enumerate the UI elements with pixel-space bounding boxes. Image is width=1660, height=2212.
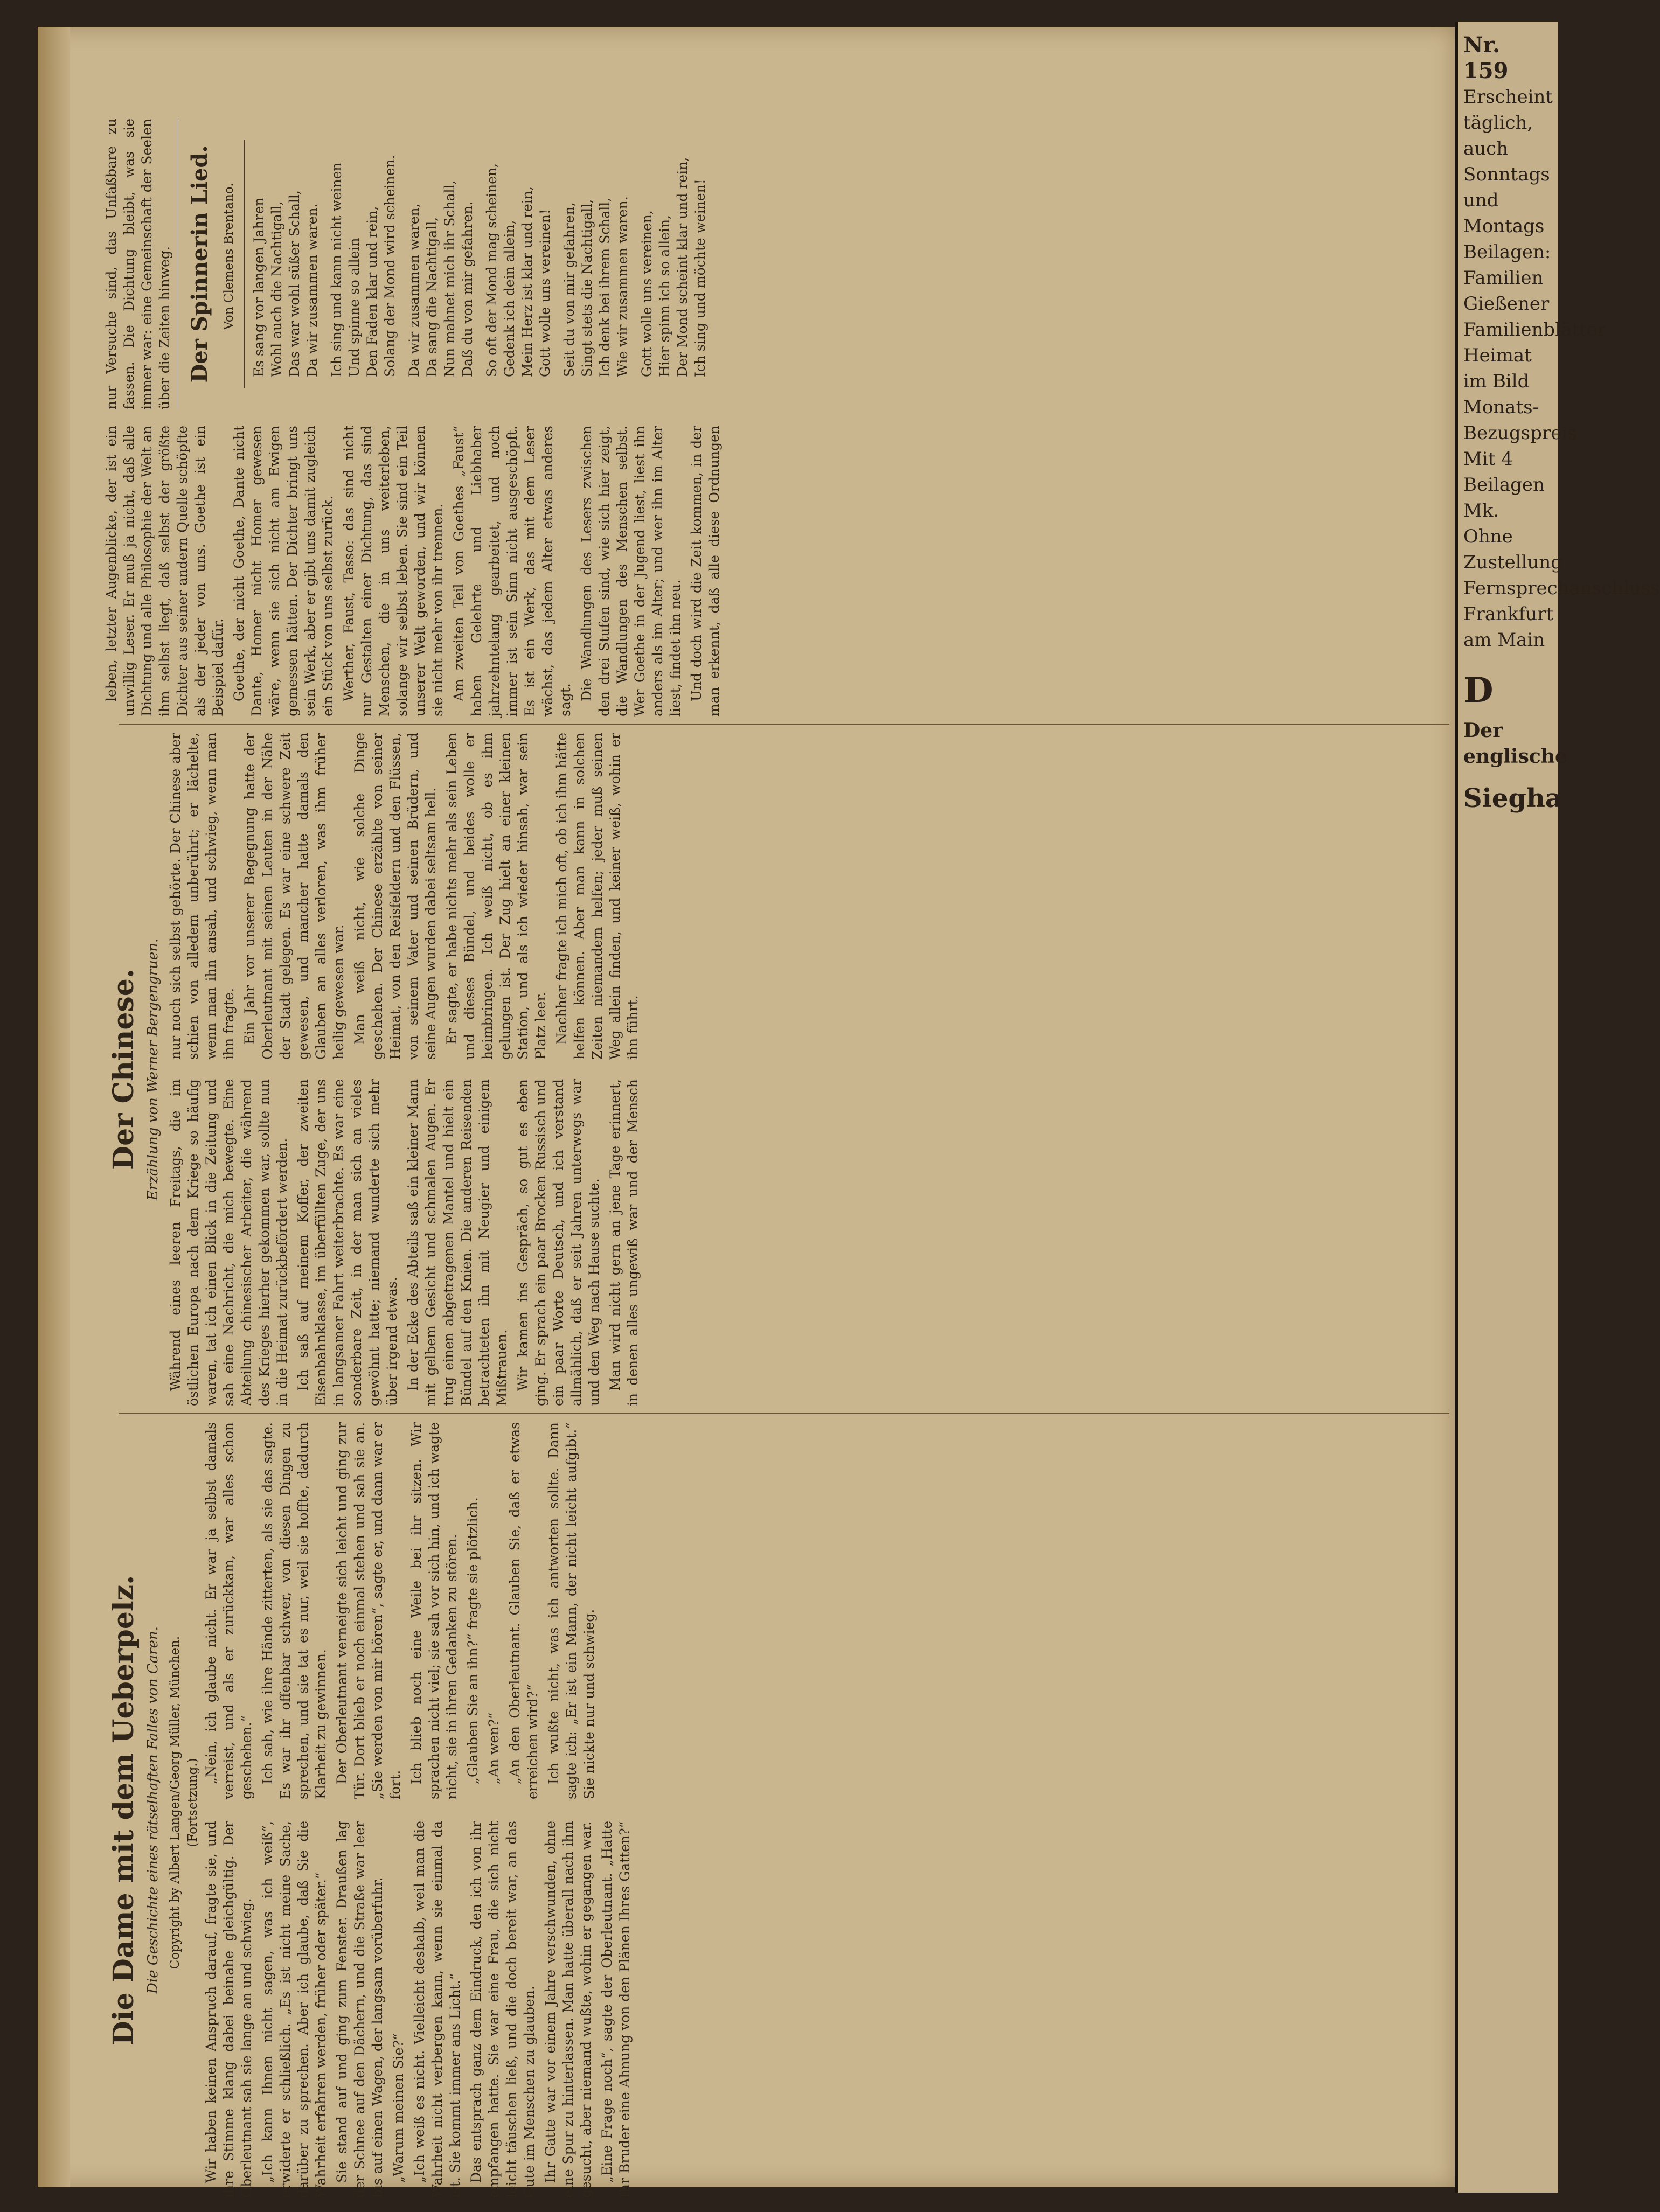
poem-line: Da wir zusammen waren, xyxy=(406,203,422,377)
poem-line: Gott wolle uns vereinen! xyxy=(537,209,553,377)
adjacent-page-line: Erscheint täglich, auch xyxy=(1463,86,1553,159)
paragraph: „An wen?“ xyxy=(486,1712,502,1784)
poem-line: Gott wolle uns vereinen, xyxy=(639,210,655,377)
poem-line: Es sang vor langen Jahren xyxy=(251,197,267,377)
poem-line: Ich denk bei ihrem Schall, xyxy=(597,197,613,377)
poem-line: Singt stets die Nachtigall, xyxy=(579,199,595,377)
paragraph: „An den Oberleutnant. Glauben Sie, daß er etwas erreichen wird?“ xyxy=(507,1422,540,1799)
column-separator xyxy=(119,724,1449,725)
paragraph: Ich sah, wie ihre Hände zitterten, als sie das sagte. Es war ihr offenbar schwer, von diesen Dingen zu sprechen, und sie tat es nur, weil sie hoffte, dadurch Klarheit zu gewinnen. xyxy=(260,1422,329,1799)
poem-line: Und spinne so allein xyxy=(346,238,362,377)
adjacent-page-line: Heimat im Bild xyxy=(1463,345,1532,392)
paragraph: Ich wußte nicht, was ich antworten sollte. Dann sagte ich: „Er ist ein Mann, der nicht leicht aufgibt.“ Sie nickte nur und schwieg. xyxy=(546,1422,597,1799)
paragraph: Das entsprach ganz dem Eindruck, den ich von ihr empfangen hatte. Sie war eine Frau, die sich nicht leicht täuschen ließ, und die doch bereit war, an das Gute im Menschen zu glauben. xyxy=(468,1821,537,2198)
paragraph: Wir kamen ins Gespräch, so gut es eben ging. Er sprach ein paar Brocken Russisch und ein paar Worte Deutsch, und ich verstand allmählich, daß er seit Jahren unterwegs war und den Weg nach Hause suchte. xyxy=(515,1079,602,1406)
paragraph: Man weiß nicht, wie solche Dinge geschehen. Der Chinese erzählte von seiner Heimat, von den Reisfeldern und den Flüssen, von seinem Vater und seinen Brüdern, und seine Augen wurden dabei seltsam hell. xyxy=(352,733,439,1060)
poem-line: Der Mond scheint klar und rein, xyxy=(675,157,690,377)
newspaper-page xyxy=(38,27,1455,2198)
adjacent-page-line: Frankfurt am Main xyxy=(1463,603,1554,651)
poem-stanza xyxy=(250,119,321,409)
paragraph: In der Ecke des Abteils saß ein kleiner Mann mit gelbem Gesicht und schmalen Augen. Er trug einen abgetragenen Mantel und hielt ein Bündel auf den Knien. Die anderen Reisenden betrachteten ihn mit Neugier und einigem Mißtrauen. xyxy=(405,1079,510,1406)
adjacent-page-masthead: D xyxy=(1463,670,1494,711)
paragraph: Werther, Faust, Tasso: das sind nicht nur Gestalten einer Dichtung, das sind Menschen, die in uns weiterleben, solange wir selbst leben. Sie sind ein Teil unserer Welt geworden, und wir können sie nicht mehr von ihr trennen. xyxy=(341,426,446,717)
paragraph: Am zweiten Teil von Goethes „Faust“ haben Gelehrte und Liebhaber jahrzehntelang gearbeitet, und noch immer ist sein Sinn nicht ausgeschöpft. Es ist ein Werk, das mit dem Leser wächst, das jedem Alter etwas anderes sagt. xyxy=(451,426,573,717)
poem-line: Ich sing und möchte weinen! xyxy=(692,179,708,377)
paragraph: Nachher fragte ich mich oft, ob ich ihm hätte helfen können. Aber man kann in solchen Zeiten niemandem helfen; jeder muß seinen Weg allein finden, und keiner weiß, wohin er ihn führt. xyxy=(554,733,641,1060)
paragraph: Sie stand auf und ging zum Fenster. Draußen lag der Schnee auf den Dächern, und die Straße war leer bis auf einen Wagen, der langsam vorüberfuhr. xyxy=(334,1821,385,2198)
dame-continuation: (Fortsetzung.) xyxy=(186,1758,200,1847)
paragraph: Während eines leeren Freitags, die im östlichen Europa nach dem Kriege so häufig waren, tat ich einen Blick in die Zeitung und sah eine Nachricht, die mich bewegte. Eine Abteilung chinesischer Arbeiter, die während des Krieges hierher gekommen war, sollte nun in die Heimat zurückbefördert werden. xyxy=(168,1079,290,1406)
poem-stanza xyxy=(560,119,631,409)
adjacent-page-line: Beilagen: Familien xyxy=(1463,241,1551,289)
section-divider xyxy=(177,119,178,409)
poem-line: Den Faden klar und rein, xyxy=(364,206,380,377)
poem-line: Daß du von mir gefahren. xyxy=(460,201,475,377)
paragraph: „Glauben Sie an ihn?“ fragte sie plötzlich. xyxy=(465,1497,481,1784)
rotated-content xyxy=(102,108,1465,2209)
poem-title: Der Spinnerin Lied. xyxy=(187,145,212,383)
paragraph: „Ich weiß es nicht. Vielleicht deshalb, weil man die Wahrheit nicht verbergen kann, wenn sie einmal da ist. Sie kommt immer ans Licht.“ xyxy=(412,1821,463,2198)
poem-line: Da sang die Nachtigall, xyxy=(424,217,440,377)
paragraph: Er sagte, er habe nichts mehr als sein Leben und dieses Bündel, und beides wolle er heimbringen. Ich weiß nicht, ob es ihm gelungen ist. Der Zug hielt an einer kleinen Station, und als ich wieder hinsah, war sein Platz leer. xyxy=(444,733,548,1060)
paragraph: „Ich kann Ihnen nicht sagen, was ich weiß“, erwiderte er schließlich. „Es ist nicht meine Sache, darüber zu sprechen. Aber ich glaube, daß Sie die Wahrheit erfahren werden, früher oder später.“ xyxy=(260,1821,329,2198)
adjacent-page-line: Ohne Zustellung xyxy=(1463,526,1563,573)
poem-line: Gedenk ich dein allein, xyxy=(502,220,517,377)
column-chinese xyxy=(102,733,1465,1406)
dame-copyright: Copyright by Albert Langen/Georg Müller, München. xyxy=(168,1636,182,1970)
dame-subtitle: Die Geschichte eines rätselhaften Falles von Caren. xyxy=(145,1626,161,1994)
poem-line: Hier spinn ich so allein, xyxy=(657,214,672,377)
poem-rule xyxy=(244,140,245,388)
poem-line: Wie wir zusammen waren. xyxy=(615,196,630,377)
poem-stanza xyxy=(328,119,399,409)
adjacent-page-headline: Der englische xyxy=(1463,719,1567,768)
poem-line: Wohl auch die Nachtigall, xyxy=(269,201,284,377)
paragraph: Wir haben keinen Anspruch darauf, fragte sie, und ihre Stimme klang dabei beinahe gleichgültig. Der Oberleutnant sah sie lange an und schwieg. xyxy=(203,1821,254,2198)
paragraph: „Eine Frage noch“, sagte der Oberleutnant. „Hatte Ihr Bruder eine Ahnung von den Plänen Ihres Gatten?“ xyxy=(599,1821,633,2198)
chinese-subtitle: Erzählung von Werner Bergengruen. xyxy=(145,938,161,1201)
paragraph: Man wird nicht gern an jene Tage erinnert, in denen alles ungewiß war und der Mensch nur noch sich selbst gehörte. Der Chinese aber schien von alledem unberührt; er lächelte, wenn man ihn ansah, und schwieg, wenn man ihn fragte. xyxy=(168,733,641,1406)
poem-stanza xyxy=(638,119,709,409)
column-feuilleton xyxy=(102,119,1465,717)
paragraph: Ich saß auf meinem Koffer, der zweiten Eisenbahnklasse, im überfüllten Zuge, der uns in langsamer Fahrt weiterbrachte. Es war eine sonderbare Zeit, in der man sich an vieles gewöhnt hatte; niemand wunderte sich mehr über irgend etwas. xyxy=(295,1079,400,1406)
paragraph: Ich blieb noch eine Weile bei ihr sitzen. Wir sprachen nicht viel; sie sah vor sich hin, und ich wagte nicht, sie in ihren Gedanken zu stören. xyxy=(408,1422,460,1799)
chinese-title: Der Chinese. xyxy=(107,969,140,1170)
poem-author: Von Clemens Brentano. xyxy=(222,183,236,330)
paragraph: „Warum meinen Sie?“ xyxy=(391,2033,406,2183)
poem-line: Da wir zusammen waren. xyxy=(304,203,320,377)
poem-line: Das war wohl süßer Schall, xyxy=(287,190,302,377)
adjacent-page-line: Fernsprechanschluss xyxy=(1463,578,1660,599)
poem-line: Nun mahnet mich ihr Schall, xyxy=(442,180,457,377)
paragraph: Der Oberleutnant verneigte sich leicht und ging zur Tür. Dort blieb er noch einmal stehen und sah sie an. „Sie werden von mir hören“, sagte er, und dann war er fort. xyxy=(334,1422,403,1799)
paragraph: Ein Jahr vor unserer Begegnung hatte der Oberleutnant mit seinen Leuten in der Nähe der Stadt gelegen. Es war eine schwere Zeit gewesen, und mancher hatte damals den Glauben an alles verloren, was ihm früher heilig gewesen war. xyxy=(242,733,346,1060)
poem-line: Solang der Mond wird scheinen. xyxy=(382,155,398,377)
adjacent-page-line: Gießener Familienblätter xyxy=(1463,293,1607,340)
poem-line: Mein Herz ist klar und rein, xyxy=(519,186,535,377)
poem-stanza xyxy=(405,119,476,409)
adjacent-page-line: Sonntags und Montags xyxy=(1463,164,1550,237)
paragraph: Die Wandlungen des Lesers zwischen den drei Stufen sind, wie sich hier zeigt, die Wandlungen des Menschen selbst. Wer Goethe in der Jugend liest, liest ihn anders als im Alter; und wer ihn im Alter liest, findet ihn neu. xyxy=(579,426,683,717)
adjacent-page-line: Monats-Bezugspreis xyxy=(1463,397,1577,444)
paragraph: Und doch wird die Zeit kommen, in der man erkennt, daß alle diese Ordnungen nur Versuche sind, das Unfaßbare zu fassen. Die Dichtung bleibt, was sie immer war: eine Gemeinschaft der Seelen über die Zeiten hinweg. xyxy=(103,119,722,717)
poem-line: So oft der Mond mag scheinen, xyxy=(484,163,499,377)
poem-line: Ich sing und kann nicht weinen xyxy=(329,162,344,377)
adjacent-page-strip xyxy=(1455,22,1660,2193)
adjacent-page-headline-2: Siegha xyxy=(1463,783,1562,813)
poem-stanza xyxy=(483,119,554,409)
poem-line: Seit du von mir gefahren, xyxy=(561,202,577,377)
paragraph: leben, letzter Augenblicke, der ist ein unwillig Leser. Er muß ja nicht, daß alle Dichtung und alle Philosophie der Welt an ihm selbst liegt, daß selbst der größte Dichter aus seiner andern Quelle schöpfte als der jeder von uns. Goethe ist ein Beispiel dafür. xyxy=(103,426,226,717)
paragraph: „Nein, ich glaube nicht. Er war ja selbst damals verreist, und als er zurückkam, war alles schon geschehen.“ xyxy=(203,1422,254,1799)
adjacent-page-issue-number: Nr. 159 xyxy=(1463,32,1509,84)
dame-title: Die Dame mit dem Ueberpelz. xyxy=(107,1575,140,2046)
adjacent-page-text xyxy=(1458,22,1660,838)
column-separator xyxy=(119,1413,1449,1414)
paragraph: Ihr Gatte war vor einem Jahre verschwunden, ohne eine Spur zu hinterlassen. Man hatte überall nach ihm gesucht, aber niemand wußte, wohin er gegangen war. xyxy=(543,1821,594,2198)
column-dame xyxy=(102,1422,1465,2198)
adjacent-page-line: Mit 4 Beilagen Mk. xyxy=(1463,448,1545,521)
paragraph: Goethe, der nicht Goethe, Dante nicht Dante, Homer nicht Homer gewesen wäre, wenn sie sich nicht am Ewigen gemessen hätten. Der Dichter bringt uns sein Werk, aber er gibt uns damit zugleich ein Stück von uns selbst zurück. xyxy=(231,426,336,717)
